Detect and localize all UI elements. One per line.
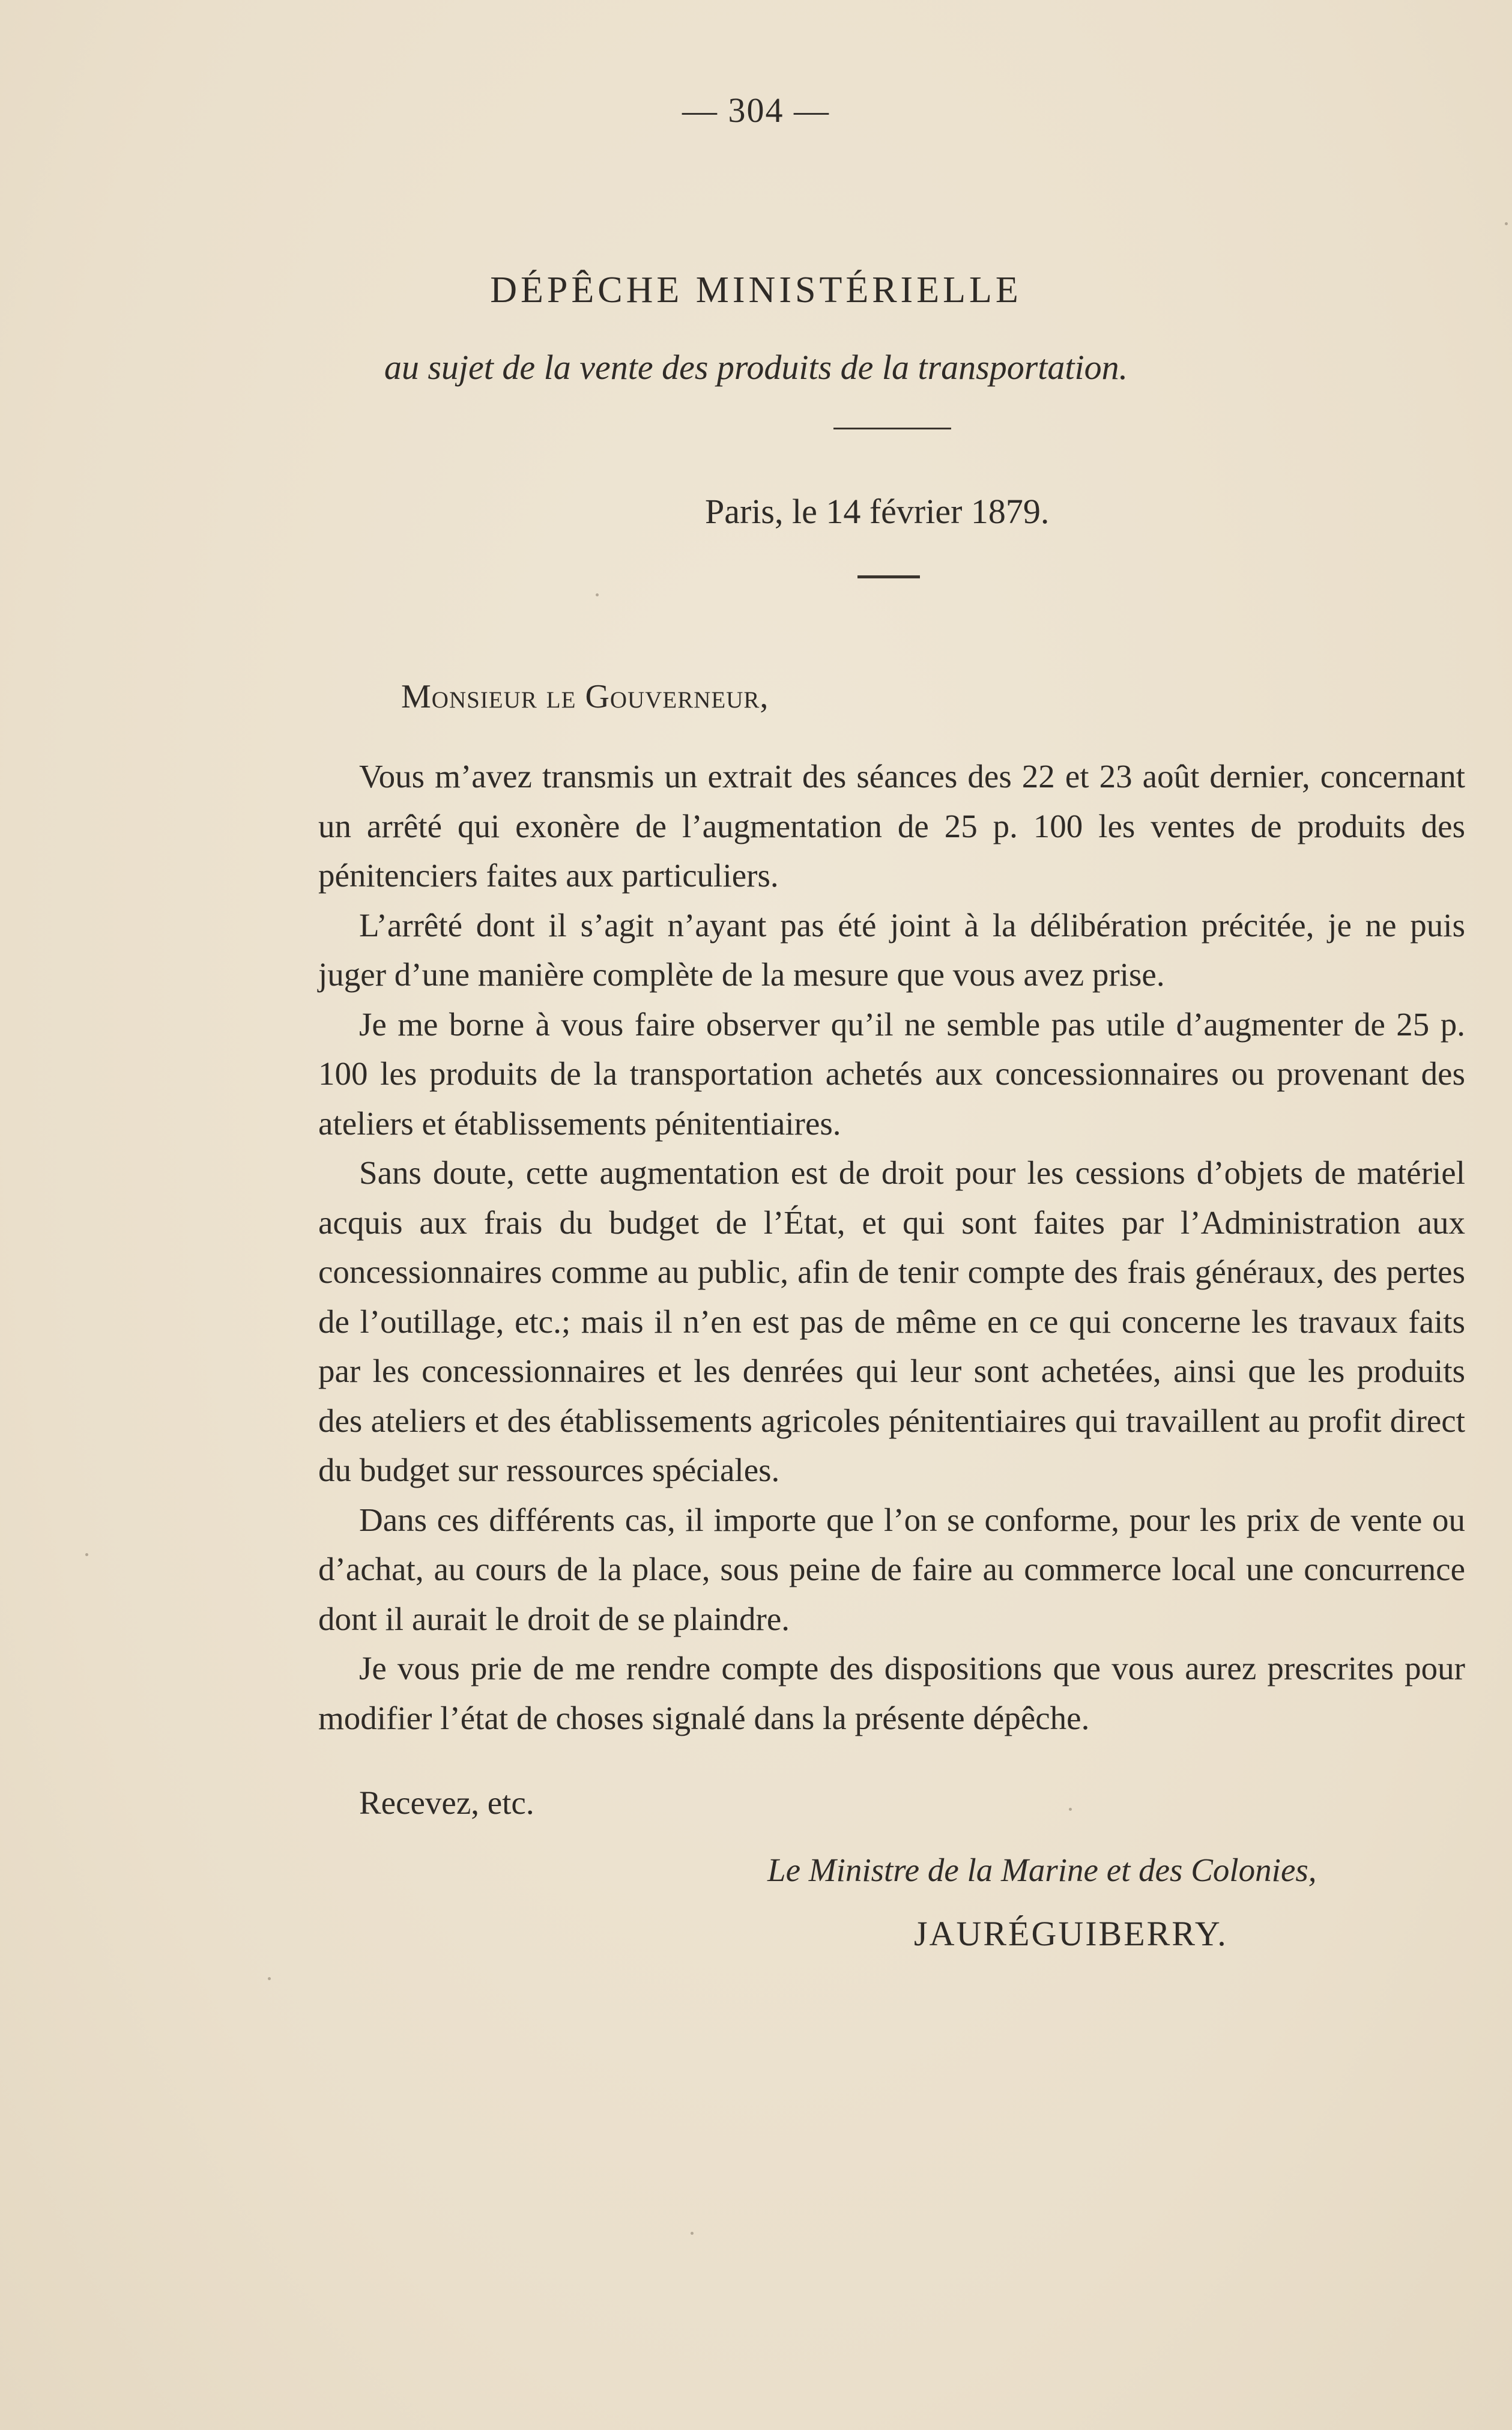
salutation: Monsieur le Gouverneur, xyxy=(401,678,769,715)
document-title: DÉPÊCHE MINISTÉRIELLE xyxy=(490,270,1022,311)
signature-title: Le Ministre de la Marine et des Colonies, xyxy=(767,1852,1317,1888)
page-number: — 304 — xyxy=(682,91,830,130)
separator-rule xyxy=(833,428,951,429)
paper-speck xyxy=(85,1553,88,1556)
paragraph: Vous m’avez transmis un extrait des séances des 22 et 23 août dernier, concernant un arrêté qui exonère de l’augmentation de 25 p. 100 les ventes de produits des pénitenciers faites aux particuliers. xyxy=(318,758,1465,894)
signature-name: JAURÉGUIBERRY. xyxy=(914,1914,1228,1953)
closing-formula: Recevez, etc. xyxy=(359,1784,534,1821)
paragraph: L’arrêté dont il s’agit n’ayant pas été joint à la délibération précitée, je ne puis juger d’une manière complète de la mesure que vous avez prise. xyxy=(318,906,1465,993)
place-date: Paris, le 14 février 1879. xyxy=(705,492,1050,531)
letter-body xyxy=(318,752,1465,1743)
paper-speck xyxy=(1069,1808,1072,1811)
paragraph: Sans doute, cette augmentation est de droit pour les cessions d’objets de matériel acquis aux frais du budget de l’État, et qui sont faites par l’Administration aux concessionnaires comme au public, afin de tenir compte des frais généraux, des pertes de l’outillage, etc.; mais il n’en est pas de même en ce qui concerne les travaux faits par les concessionnaires et les denrées qui leur sont achetées, ainsi que les produits des ateliers et des établissements agricoles pénitentiaires qui travaillent au profit direct du budget sur ressources spéciales. xyxy=(318,1154,1465,1488)
paragraph: Dans ces différents cas, il importe que l’on se conforme, pour les prix de vente ou d’achat, au cours de la place, sous peine de faire au commerce local une concurrence dont il aurait le droit de se plaindre. xyxy=(318,1501,1465,1637)
document-subtitle: au sujet de la vente des produits de la transportation. xyxy=(384,348,1128,387)
separator-rule-short xyxy=(857,575,920,578)
paragraph: Je me borne à vous faire observer qu’il ne semble pas utile d’augmenter de 25 p. 100 les produits de la transportation achetés aux concessionnaires ou provenant des ateliers et établissements pénitentiaires. xyxy=(318,1005,1465,1142)
paper-speck xyxy=(596,593,599,596)
paper-speck xyxy=(268,1977,271,1980)
paragraph: Je vous prie de me rendre compte des dispositions que vous aurez prescrites pour modifier l’état de choses signalé dans la présente dépêche. xyxy=(318,1650,1465,1736)
paper-speck xyxy=(1505,222,1508,225)
paper-speck xyxy=(691,2232,694,2235)
